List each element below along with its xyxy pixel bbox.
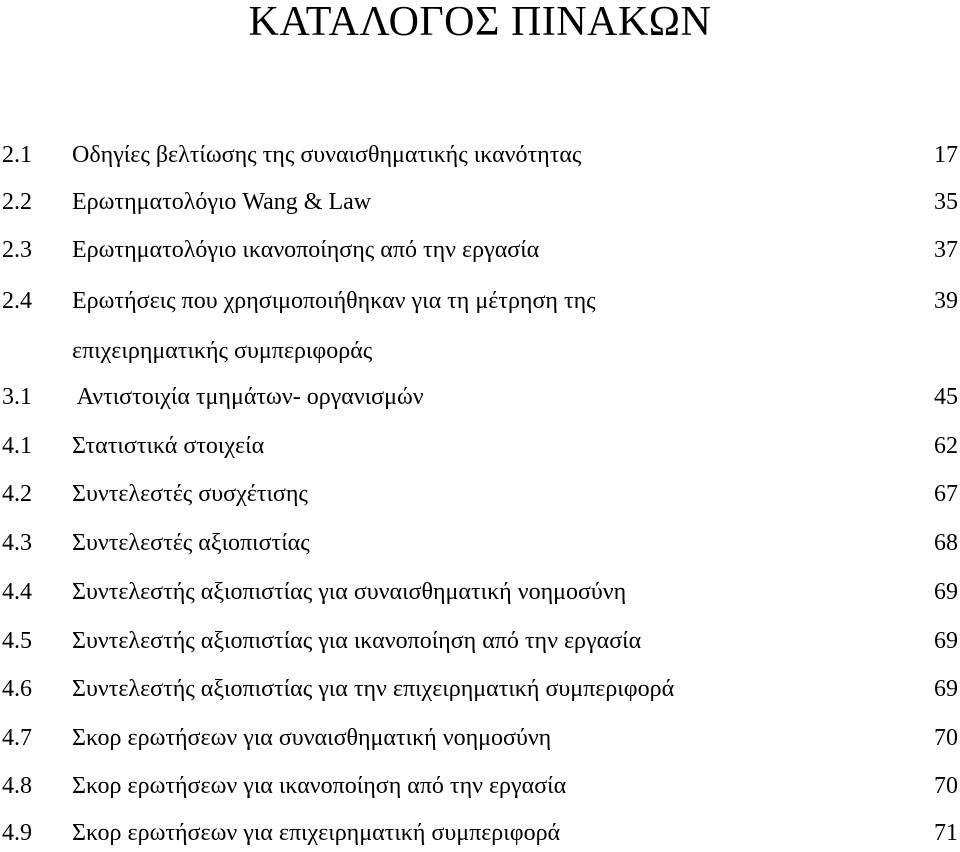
page-number: 67: [934, 481, 958, 507]
table-caption-continuation: επιχειρηματικής συμπεριφοράς: [72, 338, 373, 364]
table-number: 2.3: [2, 237, 32, 263]
toc-entry[interactable]: [0, 624, 960, 658]
table-number: 4.7: [2, 725, 32, 751]
table-caption: Συντελεστής αξιοπιστίας για ικανοποίηση από την εργασία: [72, 628, 642, 654]
toc-entry-continuation[interactable]: [0, 334, 960, 368]
toc-entry[interactable]: [0, 185, 960, 219]
table-number: 2.1: [2, 142, 32, 168]
page-number: 69: [934, 676, 958, 702]
table-number: 4.6: [2, 676, 32, 702]
table-number: 2.4: [2, 288, 32, 314]
table-number: 4.5: [2, 628, 32, 654]
page-number: 68: [934, 530, 958, 556]
table-caption: Σκορ ερωτήσεων για επιχειρηματική συμπεριφορά: [72, 820, 561, 846]
table-number: 4.8: [2, 773, 32, 799]
page-number: 45: [934, 384, 958, 410]
table-caption: Σκορ ερωτήσεων για συναισθηματική νοημοσύνη: [72, 725, 552, 751]
table-number: 4.4: [2, 579, 32, 605]
page-number: 35: [934, 189, 958, 215]
table-number: 3.1: [2, 384, 32, 410]
page-number: 71: [934, 820, 958, 846]
page-number: 39: [934, 288, 958, 314]
page-number: 69: [934, 579, 958, 605]
table-caption: Σκορ ερωτήσεων για ικανοποίηση από την εργασία: [72, 773, 567, 799]
page-title: ΚΑΤΑΛΟΓΟΣ ΠΙΝΑΚΩΝ: [248, 0, 712, 45]
table-number: 4.1: [2, 433, 32, 459]
toc-entry[interactable]: [0, 575, 960, 609]
toc-entry[interactable]: [0, 721, 960, 755]
toc-entry[interactable]: [0, 477, 960, 511]
table-caption: Συντελεστές αξιοπιστίας: [72, 530, 310, 556]
toc-entry[interactable]: [0, 526, 960, 560]
page-number: 17: [934, 142, 958, 168]
toc-entry[interactable]: [0, 380, 960, 414]
table-caption: Αντιστοιχία τμημάτων- οργανισμών: [72, 384, 424, 410]
table-caption: Οδηγίες βελτίωσης της συναισθηματικής ικανότητας: [72, 142, 582, 168]
toc-entry[interactable]: [0, 429, 960, 463]
table-caption: Συντελεστές συσχέτισης: [72, 481, 308, 507]
toc-entry[interactable]: [0, 769, 960, 803]
table-caption: Ερωτηματολόγιο Wang & Law: [72, 189, 372, 215]
table-caption: Στατιστικά στοιχεία: [72, 433, 265, 459]
page-number: 70: [934, 725, 958, 751]
page-number: 37: [934, 237, 958, 263]
page-number: 62: [934, 433, 958, 459]
page-number: 69: [934, 628, 958, 654]
table-caption: Ερωτηματολόγιο ικανοποίησης από την εργασία: [72, 237, 540, 263]
page-number: 70: [934, 773, 958, 799]
toc-entry[interactable]: [0, 816, 960, 850]
toc-entry[interactable]: [0, 284, 960, 318]
table-caption: Συντελεστής αξιοπιστίας για συναισθηματική νοημοσύνη: [72, 579, 627, 605]
table-caption: Ερωτήσεις που χρησιμοποιήθηκαν για τη μέτρηση της: [72, 288, 596, 314]
toc-entry[interactable]: [0, 672, 960, 706]
table-caption: Συντελεστής αξιοπιστίας για την επιχειρηματική συμπεριφορά: [72, 676, 675, 702]
toc-entry[interactable]: [0, 138, 960, 172]
table-number: 2.2: [2, 189, 32, 215]
table-number: 4.3: [2, 530, 32, 556]
toc-entry[interactable]: [0, 233, 960, 267]
table-number: 4.2: [2, 481, 32, 507]
table-number: 4.9: [2, 820, 32, 846]
